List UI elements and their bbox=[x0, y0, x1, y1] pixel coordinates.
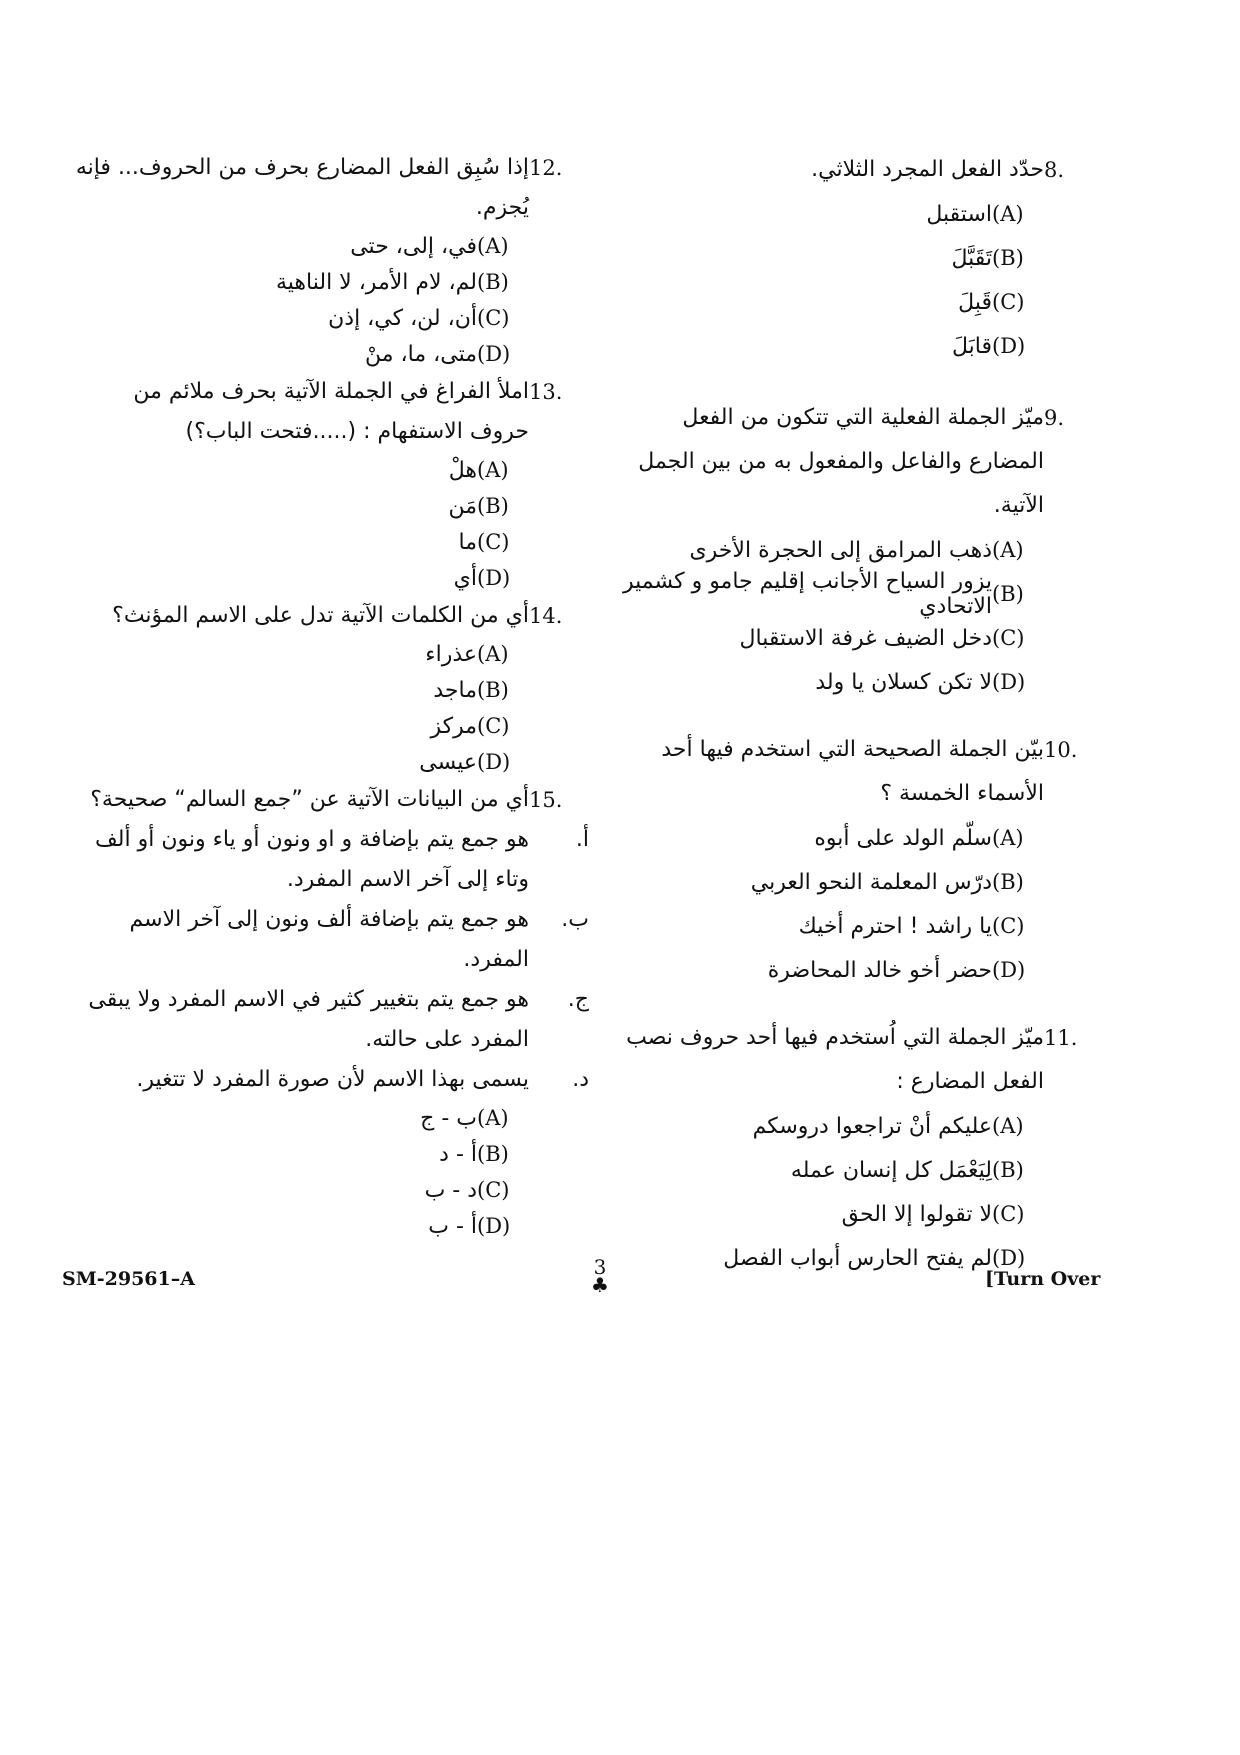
option-text: يا راشد ! احترم أخيك bbox=[798, 913, 992, 939]
option-label: (C) bbox=[992, 290, 1025, 314]
question-stem bbox=[620, 396, 1100, 528]
option-text: عذراء bbox=[425, 641, 477, 667]
question-15 bbox=[70, 780, 589, 1244]
option-text: قابَلَ bbox=[951, 333, 992, 359]
option-label: (C) bbox=[477, 1178, 510, 1202]
question-stem bbox=[620, 148, 1100, 192]
question-stem bbox=[620, 1016, 1100, 1104]
answer-option[interactable] bbox=[70, 452, 529, 488]
question-number: 12. bbox=[529, 156, 563, 180]
question-13 bbox=[70, 372, 585, 596]
option-text: أ - د bbox=[439, 1141, 477, 1167]
answer-option[interactable] bbox=[620, 1148, 1044, 1192]
answer-option[interactable] bbox=[620, 324, 1044, 368]
answer-option[interactable] bbox=[70, 228, 529, 264]
answer-options bbox=[70, 636, 529, 780]
question-stem bbox=[70, 148, 585, 228]
question-stem bbox=[70, 596, 585, 636]
option-text: لم يفتح الحارس أبواب الفصل bbox=[723, 1245, 992, 1271]
option-text: درّس المعلمة النحو العربي bbox=[750, 869, 992, 895]
option-text: عيسى bbox=[419, 749, 477, 775]
option-label: (B) bbox=[477, 494, 509, 518]
question-14 bbox=[70, 596, 585, 780]
option-text: ب - ج bbox=[420, 1105, 477, 1131]
option-text: متى، ما، منْ bbox=[365, 341, 477, 367]
answer-option[interactable] bbox=[620, 1104, 1044, 1148]
left-column bbox=[70, 148, 589, 1244]
option-text: د - ب bbox=[424, 1177, 477, 1203]
question-text: ميّز الجملة الفعلية التي تتكون من الفعل المضارع والفاعل والمفعول به من بين الجمل الآتية. bbox=[638, 405, 1044, 518]
option-label: (D) bbox=[992, 958, 1026, 982]
option-label: (C) bbox=[477, 714, 510, 738]
statement-label: ب. bbox=[561, 907, 589, 932]
answer-option[interactable] bbox=[70, 672, 529, 708]
answer-option[interactable] bbox=[620, 904, 1044, 948]
club-icon: ♣ bbox=[591, 1273, 609, 1297]
statement-label: ج. bbox=[567, 987, 589, 1012]
answer-option[interactable] bbox=[620, 860, 1044, 904]
option-label: (C) bbox=[477, 530, 510, 554]
option-label: (B) bbox=[992, 582, 1024, 606]
statement-text: هو جمع يتم بإضافة ألف ونون إلى آخر الاسم المفرد. bbox=[129, 907, 529, 972]
question-number: 8. bbox=[1044, 158, 1065, 182]
option-text: قَبِلَ bbox=[958, 289, 992, 315]
answer-options bbox=[70, 228, 529, 372]
statement-label: أ. bbox=[575, 827, 589, 852]
turn-over-label: [Turn Over bbox=[985, 1268, 1101, 1290]
option-text: يزور السياح الأجانب إقليم جامو و كشمير الاتحادي bbox=[622, 569, 992, 619]
answer-option[interactable] bbox=[70, 488, 529, 524]
option-text: سلّم الولد على أبوه bbox=[814, 825, 992, 851]
answer-options bbox=[620, 816, 1044, 992]
question-text: إذا سُبِق الفعل المضارع بحرف من الحروف... فإنه يُجزم. bbox=[75, 155, 529, 220]
option-text: لا تقولوا إلا الحق bbox=[841, 1201, 992, 1227]
question-number: 14. bbox=[529, 604, 563, 628]
option-text: مَن bbox=[448, 493, 477, 519]
answer-option[interactable] bbox=[620, 280, 1044, 324]
page-number-text: 3 bbox=[593, 1255, 607, 1279]
option-text: دخل الضيف غرفة الاستقبال bbox=[739, 625, 992, 651]
option-text: لم، لام الأمر، لا الناهية bbox=[275, 269, 477, 295]
answer-option[interactable] bbox=[620, 948, 1044, 992]
option-text: في، إلى، حتى bbox=[350, 233, 477, 259]
answer-options bbox=[620, 528, 1044, 704]
option-label: (D) bbox=[992, 334, 1026, 358]
option-label: (D) bbox=[477, 750, 511, 774]
option-label: (D) bbox=[992, 1246, 1026, 1270]
answer-option[interactable] bbox=[620, 616, 1044, 660]
question-text: املأ الفراغ في الجملة الآتية بحرف ملائم من حروف الاستفهام : (.....فتحت الباب؟) bbox=[133, 379, 529, 444]
right-column bbox=[620, 148, 1100, 1280]
question-stem bbox=[70, 372, 585, 452]
question-text: ميّز الجملة التي اُستخدم فيها أحد حروف نصب الفعل المضارع : bbox=[626, 1025, 1044, 1094]
answer-options bbox=[70, 1100, 529, 1244]
option-label: (A) bbox=[992, 1114, 1024, 1138]
question-text: بيّن الجملة الصحيحة التي استخدم فيها أحد الأسماء الخمسة ؟ bbox=[661, 737, 1044, 806]
option-text: هلْ bbox=[448, 457, 477, 483]
answer-options bbox=[620, 192, 1044, 368]
question-10 bbox=[620, 728, 1100, 992]
option-label: (A) bbox=[477, 234, 509, 258]
question-text: أي من الكلمات الآتية تدل على الاسم المؤنث؟ bbox=[112, 603, 529, 628]
statement-item bbox=[70, 980, 589, 1060]
statement-text: هو جمع يتم بإضافة و او ونون أو ياء ونون أو ألف وتاء إلى آخر الاسم المفرد. bbox=[95, 827, 529, 892]
option-label: (A) bbox=[992, 538, 1024, 562]
option-text: تَقَبَّلَ bbox=[951, 245, 992, 271]
statement-label: د. bbox=[572, 1067, 589, 1092]
option-label: (B) bbox=[992, 246, 1024, 270]
answer-option[interactable] bbox=[70, 300, 529, 336]
option-label: (A) bbox=[477, 642, 509, 666]
answer-option[interactable] bbox=[70, 708, 529, 744]
answer-option[interactable] bbox=[70, 1172, 529, 1208]
answer-option[interactable] bbox=[620, 569, 1044, 619]
answer-option[interactable] bbox=[70, 336, 529, 372]
option-label: (C) bbox=[992, 626, 1025, 650]
question-stem bbox=[70, 780, 585, 820]
option-label: (A) bbox=[477, 1106, 509, 1130]
answer-option[interactable] bbox=[620, 660, 1044, 704]
statement-item bbox=[70, 1060, 589, 1100]
answer-option[interactable] bbox=[70, 1208, 529, 1244]
option-label: (D) bbox=[477, 1214, 511, 1238]
answer-options bbox=[70, 452, 529, 596]
answer-option[interactable] bbox=[620, 1236, 1044, 1280]
question-number: 10. bbox=[1044, 738, 1078, 762]
option-text: عليكم أنْ تراجعوا دروسكم bbox=[752, 1113, 992, 1139]
answer-option[interactable] bbox=[70, 1100, 529, 1136]
answer-option[interactable] bbox=[620, 816, 1044, 860]
answer-option[interactable] bbox=[70, 636, 529, 672]
answer-option[interactable] bbox=[70, 560, 529, 596]
statement-item bbox=[70, 900, 589, 980]
answer-option[interactable] bbox=[70, 744, 529, 780]
option-text: أ - ب bbox=[428, 1213, 477, 1239]
option-label: (D) bbox=[477, 566, 511, 590]
option-text: حضر أخو خالد المحاضرة bbox=[767, 957, 992, 983]
option-label: (B) bbox=[477, 270, 509, 294]
option-text: استقبل bbox=[926, 201, 992, 227]
option-text: أي bbox=[453, 565, 477, 591]
option-text: ذهب المرامق إلى الحجرة الأخرى bbox=[689, 537, 992, 563]
question-number: 15. bbox=[529, 788, 563, 812]
option-label: (B) bbox=[992, 1158, 1024, 1182]
question-text: حدّد الفعل المجرد الثلاثي. bbox=[811, 157, 1044, 182]
page-number bbox=[580, 1255, 620, 1297]
statement-item bbox=[70, 820, 589, 900]
option-text: مركز bbox=[430, 713, 477, 739]
option-label: (A) bbox=[992, 826, 1024, 850]
question-12 bbox=[70, 148, 585, 372]
statement-text: هو جمع يتم بتغيير كثير في الاسم المفرد ولا يبقى المفرد على حالته. bbox=[88, 987, 529, 1052]
question-8 bbox=[620, 148, 1100, 368]
option-label: (C) bbox=[477, 306, 510, 330]
booklet-code: SM-29561–A bbox=[62, 1268, 195, 1290]
option-text: أن، لن، كي، إذن bbox=[328, 305, 477, 331]
answer-option[interactable] bbox=[620, 1192, 1044, 1236]
option-label: (D) bbox=[992, 670, 1026, 694]
question-number: 11. bbox=[1044, 1026, 1078, 1050]
option-label: (C) bbox=[992, 914, 1025, 938]
option-label: (B) bbox=[477, 1142, 509, 1166]
option-text: ما bbox=[458, 529, 477, 555]
option-label: (A) bbox=[992, 202, 1024, 226]
option-label: (D) bbox=[477, 342, 511, 366]
option-text: ماجد bbox=[433, 677, 477, 703]
answer-option[interactable] bbox=[620, 528, 1044, 572]
option-label: (A) bbox=[477, 458, 509, 482]
answer-option[interactable] bbox=[70, 1136, 529, 1172]
answer-option[interactable] bbox=[70, 264, 529, 300]
answer-options bbox=[620, 1104, 1044, 1280]
option-text: لا تكن كسلان يا ولد bbox=[815, 669, 992, 695]
answer-option[interactable] bbox=[70, 524, 529, 560]
option-label: (B) bbox=[992, 870, 1024, 894]
question-11 bbox=[620, 1016, 1100, 1280]
option-label: (B) bbox=[477, 678, 509, 702]
option-label: (C) bbox=[992, 1202, 1025, 1226]
answer-option[interactable] bbox=[620, 236, 1044, 280]
answer-option[interactable] bbox=[620, 192, 1044, 236]
question-number: 13. bbox=[529, 380, 563, 404]
option-text: لِيَعْمَل كل إنسان عمله bbox=[790, 1157, 992, 1183]
question-number: 9. bbox=[1044, 406, 1065, 430]
question-9 bbox=[620, 396, 1100, 704]
statement-text: يسمى بهذا الاسم لأن صورة المفرد لا تتغير. bbox=[136, 1067, 529, 1092]
question-text: أي من البيانات الآتية عن ”جمع السالم“ صحيحة؟ bbox=[90, 787, 529, 812]
question-stem bbox=[620, 728, 1100, 816]
